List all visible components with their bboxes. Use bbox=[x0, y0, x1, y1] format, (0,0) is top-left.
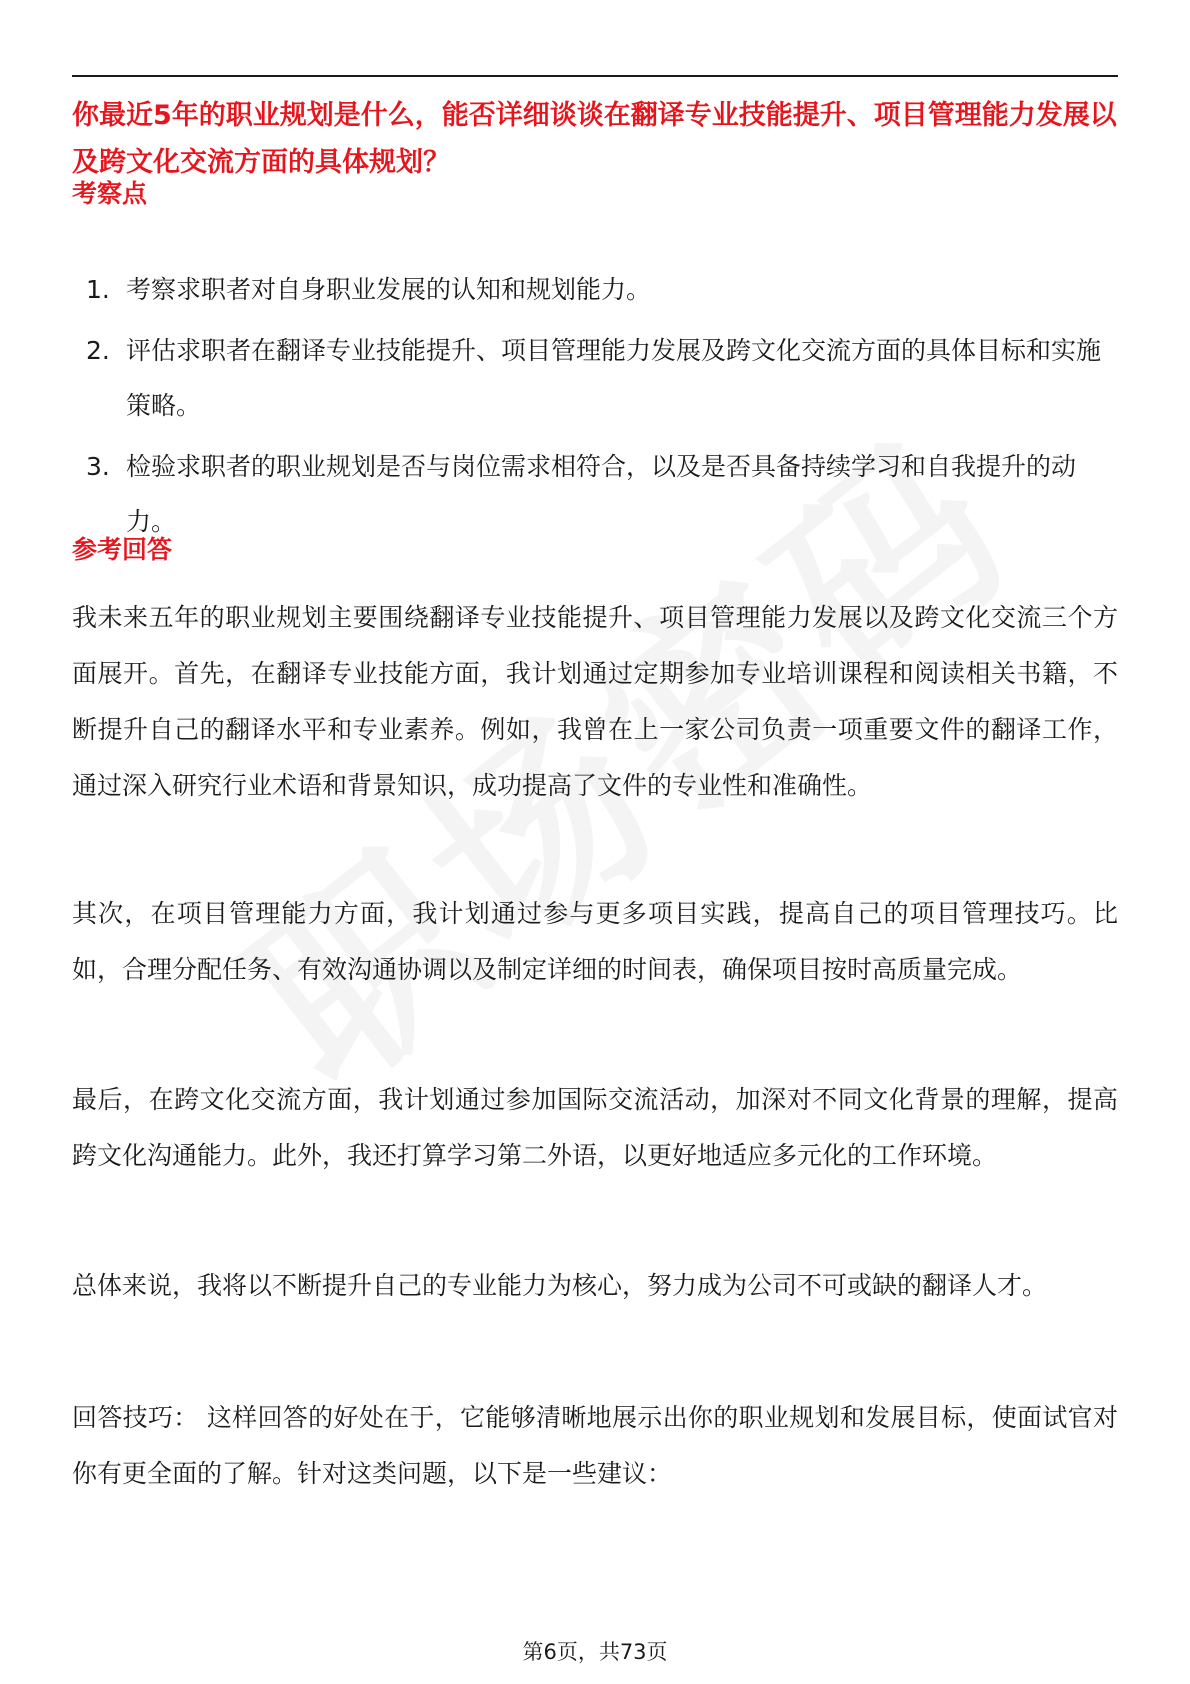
assessment-heading: 考察点 bbox=[72, 179, 148, 208]
list-item-text: 检验求职者的职业规划是否与岗位需求相符合，以及是否具备持续学习和自我提升的动力。 bbox=[126, 452, 1077, 536]
list-item bbox=[72, 439, 1118, 549]
list-item-text: 评估求职者在翻译专业技能提升、项目管理能力发展及跨文化交流方面的具体目标和实施策略。 bbox=[126, 336, 1102, 420]
answer-paragraph-1: 我未来五年的职业规划主要围绕翻译专业技能提升、项目管理能力发展以及跨文化交流三个方面展开。首先，在翻译专业技能方面，我计划通过定期参加专业培训课程和阅读相关书籍，不断提升自己的翻译水平和专业素养。例如，我曾在上一家公司负责一项重要文件的翻译工作，通过深入研究行业术语和背景知识，成功提高了文件的专业性和准确性。 bbox=[72, 603, 1118, 800]
answer-paragraph-3: 最后，在跨文化交流方面，我计划通过参加国际交流活动，加深对不同文化背景的理解，提高跨文化沟通能力。此外，我还打算学习第二外语，以更好地适应多元化的工作环境。 bbox=[72, 1085, 1118, 1170]
list-item bbox=[72, 323, 1118, 433]
list-item-number: 3. bbox=[86, 452, 110, 481]
assessment-list bbox=[72, 262, 1118, 555]
list-item-text: 考察求职者对自身职业发展的认知和规划能力。 bbox=[126, 275, 652, 304]
list-item-number: 1. bbox=[86, 275, 110, 304]
answer-paragraph-2: 其次，在项目管理能力方面，我计划通过参与更多项目实践，提高自己的项目管理技巧。比如，合理分配任务、有效沟通协调以及制定详细的时间表，确保项目按时高质量完成。 bbox=[72, 899, 1118, 984]
answer-paragraph-4: 总体来说，我将以不断提升自己的专业能力为核心，努力成为公司不可或缺的翻译人才。 bbox=[72, 1271, 1048, 1300]
list-item bbox=[72, 262, 1118, 317]
page-number: 第6页，共73页 bbox=[522, 1640, 668, 1664]
answer-tips: 回答技巧： 这样回答的好处在于，它能够清晰地展示出你的职业规划和发展目标，使面试官对你有更全面的了解。针对这类问题，以下是一些建议： bbox=[72, 1403, 1118, 1488]
list-item-number: 2. bbox=[86, 336, 110, 365]
top-rule bbox=[72, 75, 1118, 77]
question-title: 你最近5年的职业规划是什么，能否详细谈谈在翻译专业技能提升、项目管理能力发展以及跨文化交流方面的具体规划？ bbox=[72, 100, 1117, 178]
answer-heading: 参考回答 bbox=[72, 535, 173, 564]
